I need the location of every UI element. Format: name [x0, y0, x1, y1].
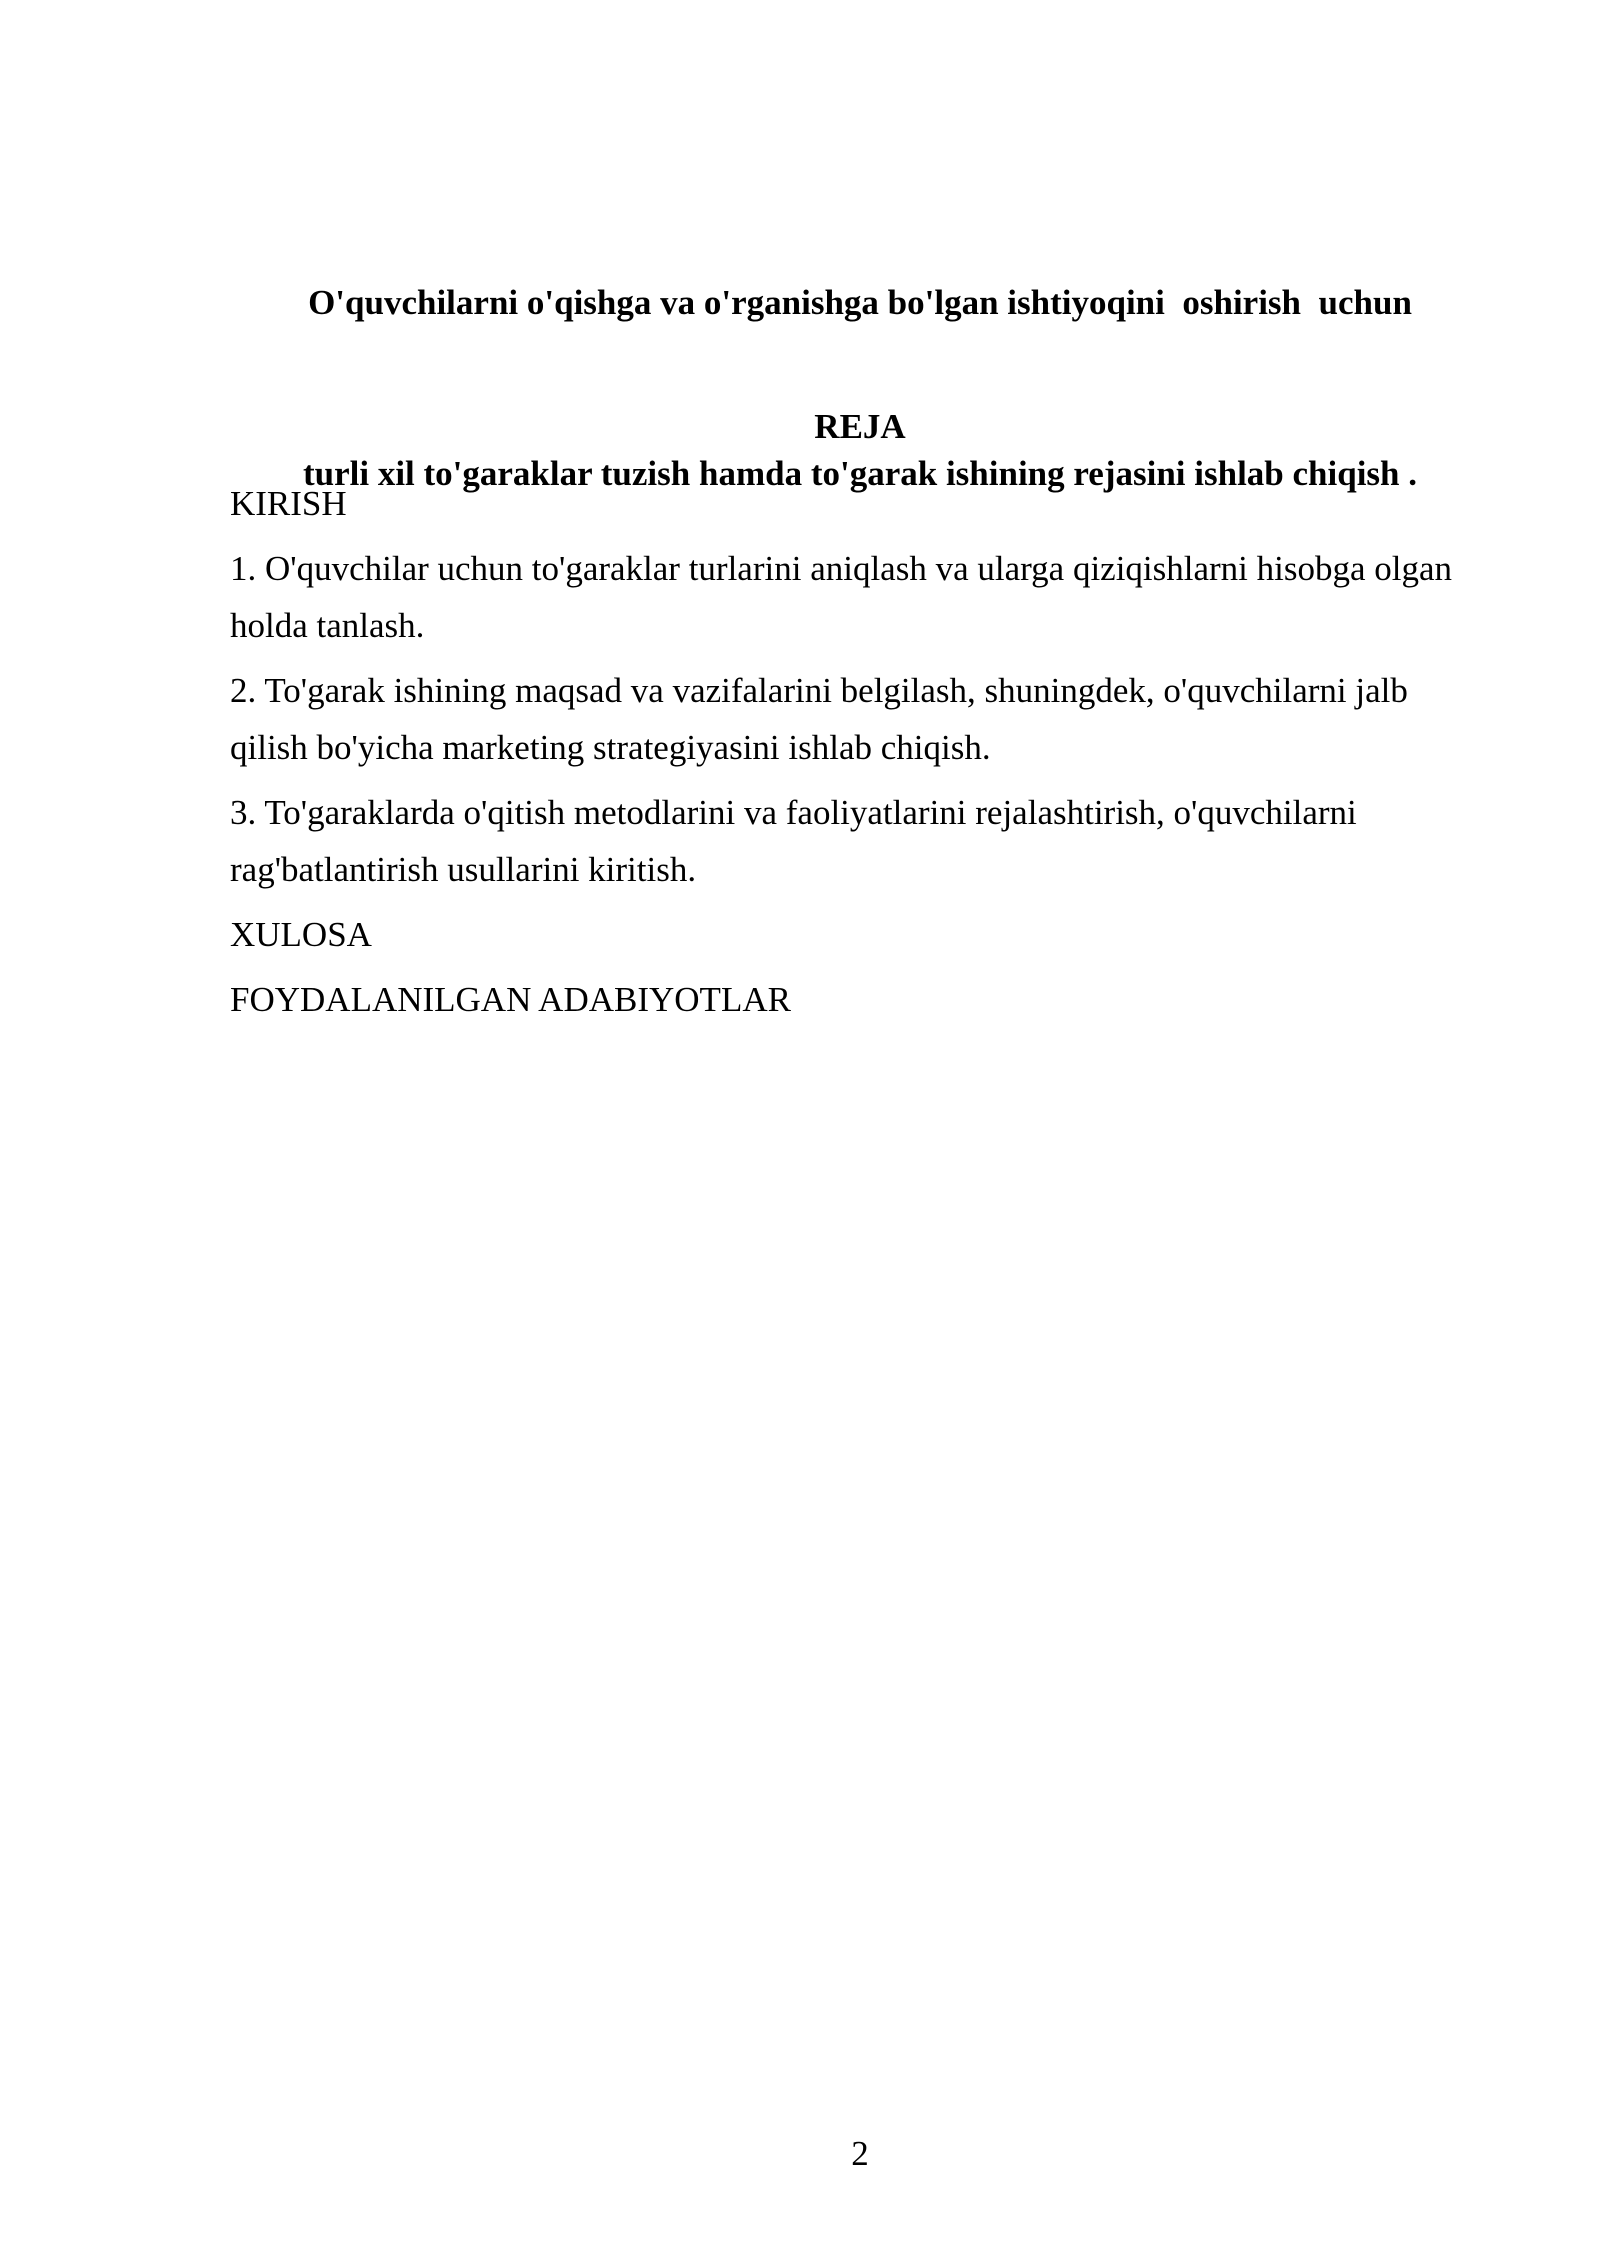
page-number: 2: [851, 2134, 869, 2173]
title-line: turli xil to'garaklar tuzish hamda to'garak ishining rejasini ishlab chiqish .: [302, 454, 1418, 493]
plan-heading: REJA: [814, 407, 906, 446]
plan-item-3: 3. To'garaklarda o'qitish metodlarini va faoliyatlarini rejalashtirish, o'quvchilarni rag'batlantirish usullarini kiritish.: [230, 793, 1357, 889]
title-line: O'quvchilarni o'qishga va o'rganishga bo'lgan ishtiyoqini oshirish uchun: [308, 283, 1412, 322]
plan-item-2: 2. To'garak ishining maqsad va vazifalarini belgilash, shuningdek, o'quvchilarni jalb qilish bo'yicha marketing strategiyasini ishlab chiqish.: [230, 671, 1408, 767]
plan-item-1: 1. O'quvchilar uchun to'garaklar turlarini aniqlash va ularga qiziqishlarni hisobga olgan holda tanlash.: [230, 549, 1453, 645]
plan-list: [230, 475, 1470, 1036]
plan-item-conclusion: XULOSA: [230, 915, 372, 954]
plan-item-introduction: KIRISH: [230, 484, 347, 523]
plan-item-references: FOYDALANILGAN ADABIYOTLAR: [230, 980, 791, 1019]
